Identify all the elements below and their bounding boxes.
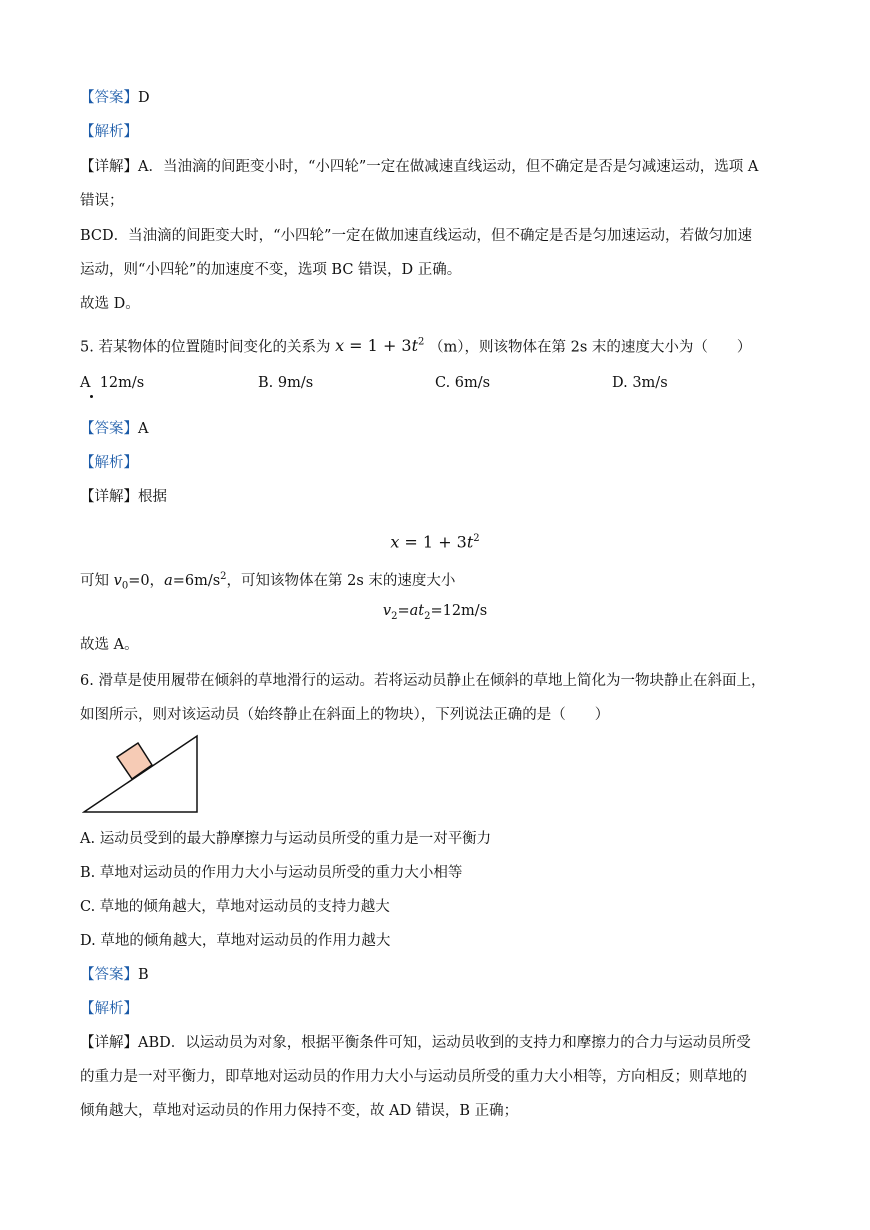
q6-detail-line-3: 倾角越大，草地对运动员的作用力保持不变，故 AD 错误，B 正确； bbox=[80, 1103, 519, 1119]
option-dot bbox=[90, 395, 93, 398]
q6-option-b: B. 草地对运动员的作用力大小与运动员所受的重力大小相等 bbox=[80, 865, 463, 881]
known-a: a bbox=[164, 572, 173, 589]
result-v: v bbox=[382, 603, 392, 619]
q6-option-d: D. 草地的倾角越大，草地对运动员的作用力越大 bbox=[80, 933, 391, 949]
option-label: A bbox=[80, 375, 91, 391]
formula-mid: = 1 + 3 bbox=[399, 532, 467, 552]
q5-known-line bbox=[80, 567, 455, 597]
detail-text: A．当油滴的间距变小时，“小四轮”一定在做减速直线运动，但不确定是否是匀减速运动，选项 A bbox=[138, 159, 759, 175]
known-v-val: =0， bbox=[128, 572, 165, 589]
option-label: C. bbox=[435, 375, 451, 391]
known-a-val: =6m/s bbox=[172, 572, 221, 589]
option-label: B. bbox=[258, 375, 274, 391]
q5-option-c bbox=[435, 373, 490, 393]
result-t-sub: 2 bbox=[424, 610, 431, 622]
answer-tag: 【答案】 bbox=[80, 967, 138, 983]
q6-detail-line-1 bbox=[80, 1033, 751, 1053]
known-v-sub: 0 bbox=[121, 580, 129, 592]
formula-mid: = 1 + 3 bbox=[344, 336, 412, 356]
result-eq: = bbox=[397, 603, 410, 619]
q6-option-a: A. 运动员受到的最大静摩擦力与运动员所受的重力是一对平衡力 bbox=[80, 831, 492, 847]
q5-conclusion: 故选 A。 bbox=[80, 637, 139, 653]
q5-formula-display bbox=[0, 529, 870, 552]
result-v-sub: 2 bbox=[391, 610, 398, 622]
q6-detail-line-2: 的重力是一对平衡力，即草地对运动员的作用力大小与运动员所受的重力大小相等，方向相反；则草地的 bbox=[80, 1069, 747, 1085]
q4-answer-line bbox=[80, 88, 150, 108]
option-text: 12m/s bbox=[99, 375, 145, 391]
q5-option-b bbox=[258, 373, 313, 393]
detail-text: 根据 bbox=[138, 489, 167, 505]
answer-tag: 【答案】 bbox=[80, 90, 138, 106]
q5-analysis-tag: 【解析】 bbox=[80, 455, 138, 471]
q5-result-line bbox=[0, 601, 870, 627]
q4-detail-line-2: 错误； bbox=[80, 193, 124, 209]
q6-answer-line bbox=[80, 965, 149, 985]
option-text: 3m/s bbox=[632, 375, 668, 391]
q6-stem-line-2: 如图所示，则对该运动员（始终静止在斜面上的物块），下列说法正确的是（ ） bbox=[80, 707, 610, 723]
q4-detail-line-1 bbox=[80, 157, 758, 177]
q4-conclusion: 故选 D。 bbox=[80, 296, 140, 312]
result-val: =12m/s bbox=[430, 603, 488, 619]
stem-text-post: （m），则该物体在第 2s 末的速度大小为（ ） bbox=[429, 339, 752, 356]
formula-t: t bbox=[466, 532, 474, 552]
option-text: 9m/s bbox=[277, 375, 314, 391]
known-pre: 可知 bbox=[80, 572, 114, 589]
result-at: at bbox=[409, 603, 425, 619]
incline-diagram bbox=[82, 730, 212, 820]
detail-tag: 【详解】 bbox=[80, 1035, 138, 1051]
answer-value: D bbox=[138, 90, 150, 106]
q5-option-a bbox=[80, 373, 144, 393]
known-a-exp: 2 bbox=[220, 571, 227, 582]
q5-answer-line bbox=[80, 419, 148, 439]
q4-analysis-tag: 【解析】 bbox=[80, 124, 138, 140]
detail-tag: 【详解】 bbox=[80, 159, 138, 175]
q6-stem-line-1: 6. 滑草是使用履带在倾斜的草地滑行的运动。若将运动员静止在倾斜的草地上简化为一物块静止在斜面上， bbox=[80, 673, 766, 689]
formula-exp: 2 bbox=[473, 533, 480, 544]
answer-tag: 【答案】 bbox=[80, 421, 138, 437]
known-post: ，可知该物体在第 2s 末的速度大小 bbox=[226, 572, 456, 589]
q4-detail-line-4: 运动，则“小四轮”的加速度不变，选项 BC 错误，D 正确。 bbox=[80, 262, 462, 278]
option-label: D. bbox=[612, 375, 628, 391]
q6-option-c: C. 草地的倾角越大，草地对运动员的支持力越大 bbox=[80, 899, 390, 915]
block bbox=[117, 743, 152, 779]
formula-t: t bbox=[411, 336, 419, 356]
formula-x: x bbox=[335, 336, 345, 356]
formula-x: x bbox=[390, 532, 400, 552]
q5-detail-line bbox=[80, 487, 167, 507]
stem-text: 5. 若某物体的位置随时间变化的关系为 bbox=[80, 339, 331, 356]
q5-stem bbox=[80, 333, 751, 357]
known-v: v bbox=[113, 572, 122, 589]
q5-option-d bbox=[612, 373, 668, 393]
detail-text: ABD．以运动员为对象，根据平衡条件可知，运动员收到的支持力和摩擦力的合力与运动员所受 bbox=[138, 1035, 751, 1051]
q6-analysis-tag: 【解析】 bbox=[80, 1001, 138, 1017]
formula-exp: 2 bbox=[418, 337, 425, 348]
option-text: 6m/s bbox=[454, 375, 491, 391]
answer-value: A bbox=[138, 421, 149, 437]
detail-tag: 【详解】 bbox=[80, 489, 138, 505]
answer-value: B bbox=[138, 967, 149, 983]
position-formula bbox=[335, 336, 424, 355]
q4-detail-line-3: BCD．当油滴的间距变大时，“小四轮”一定在做加速直线运动，但不确定是否是匀加速运动，若做匀加速 bbox=[80, 228, 752, 244]
